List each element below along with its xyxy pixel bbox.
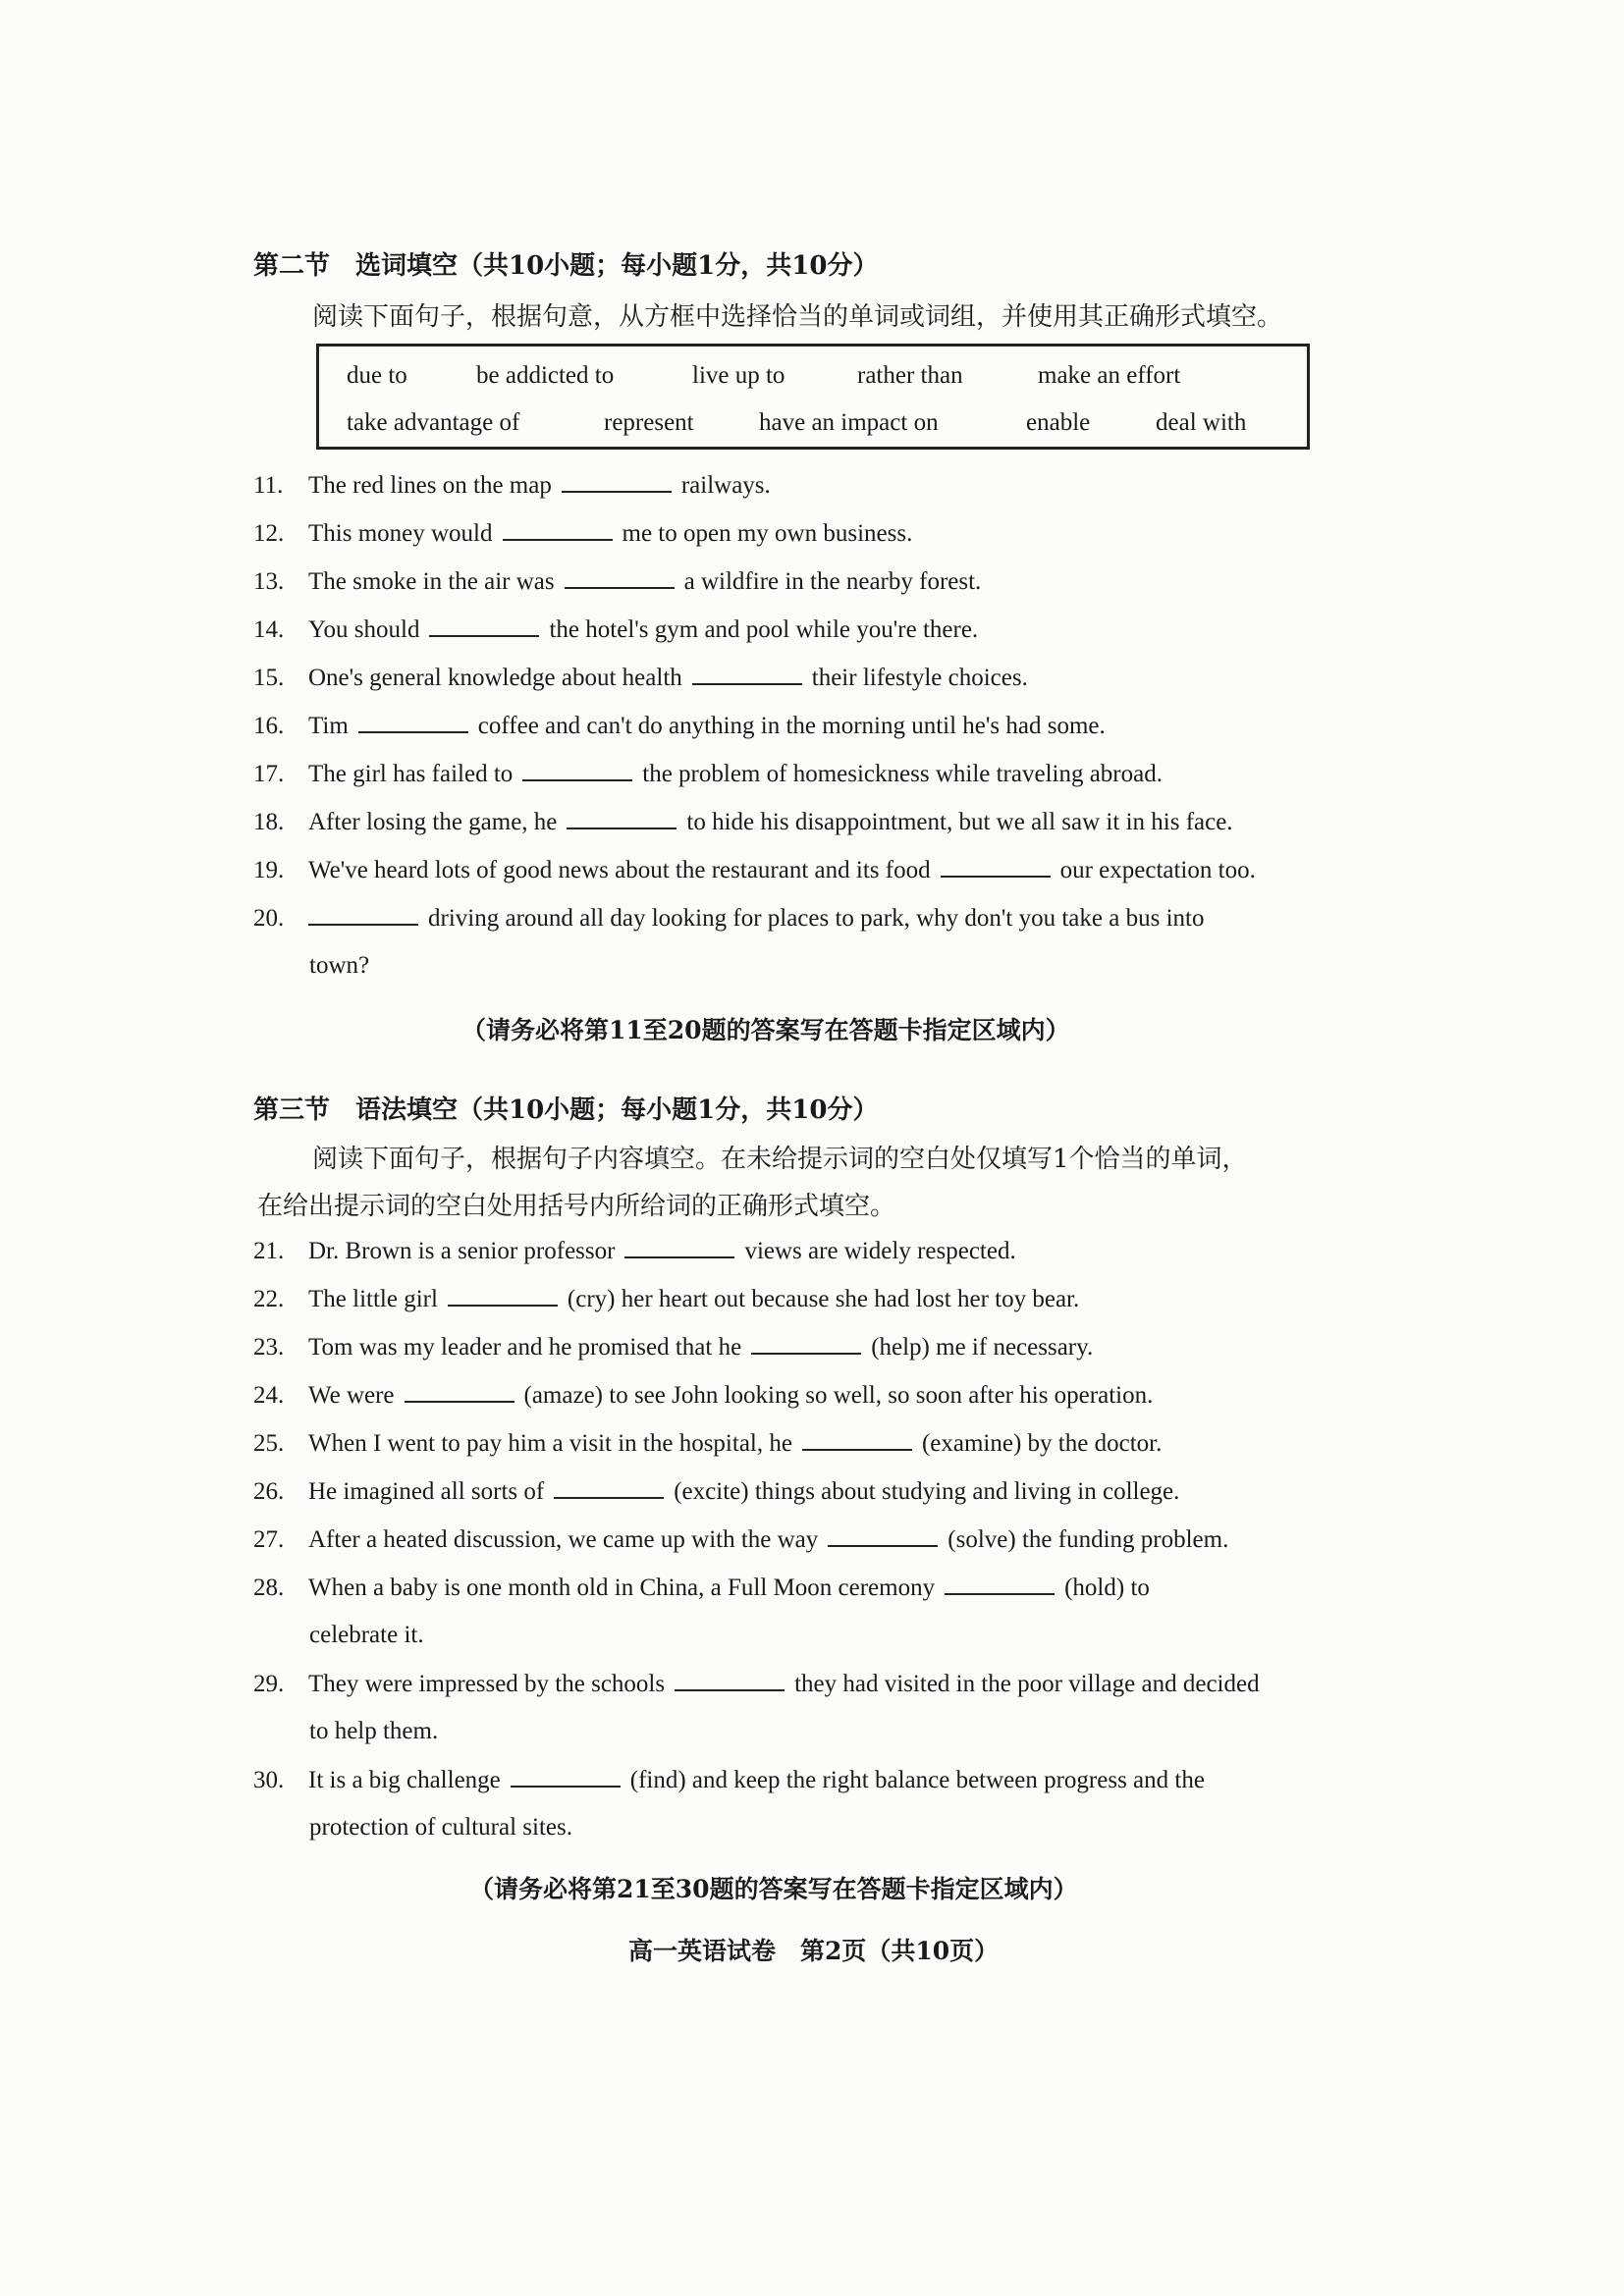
word-bank-item: rather than <box>857 362 963 389</box>
page-footer: 高一英语试卷 第2页（共10页） <box>628 1937 1000 1965</box>
answer-blank[interactable] <box>448 1285 558 1307</box>
section2-heading: 第二节 选词填空（共10小题；每小题1分，共10分） <box>253 251 879 281</box>
question-20: 20. driving around all day looking for places to park, why don't you take a bus into <box>253 905 1205 932</box>
section3-instruction-2: 在给出提示词的空白处用括号内所给词的正确形式填空。 <box>257 1192 896 1221</box>
answer-blank[interactable] <box>624 1237 734 1258</box>
answer-blank[interactable] <box>675 1670 785 1691</box>
question-30: 30. It is a big challenge (find) and keep the right balance between progress and the <box>253 1767 1205 1793</box>
section3-heading: 第三节 语法填空（共10小题；每小题1分，共10分） <box>253 1095 879 1125</box>
section2-instruction: 阅读下面句子，根据句意，从方框中选择恰当的单词或词组，并使用其正确形式填空。 <box>312 302 1283 332</box>
question-17: 17. The girl has failed to the problem of homesickness while traveling abroad. <box>253 761 1163 787</box>
question-14: 14. You should the hotel's gym and pool while you're there. <box>253 616 979 643</box>
answer-blank[interactable] <box>554 1477 664 1499</box>
answer-blank[interactable] <box>503 519 613 541</box>
answer-blank[interactable] <box>429 615 539 637</box>
answer-blank[interactable] <box>802 1429 912 1451</box>
word-bank-item: due to <box>347 362 407 389</box>
question-29: 29. They were impressed by the schools they had visited in the poor village and decided <box>253 1671 1260 1697</box>
answer-blank[interactable] <box>511 1766 621 1788</box>
section2-note: （请务必将第11至20题的答案写在答题卡指定区域内） <box>461 1016 1070 1044</box>
question-23: 23. Tom was my leader and he promised that he (help) me if necessary. <box>253 1334 1094 1361</box>
answer-blank[interactable] <box>941 856 1051 878</box>
section3-instruction-1: 阅读下面句子，根据句子内容填空。在未给提示词的空白处仅填写1个恰当的单词， <box>312 1145 1248 1174</box>
word-bank-item: live up to <box>692 362 785 389</box>
question-20-continuation: town? <box>309 952 370 979</box>
answer-blank[interactable] <box>308 904 418 926</box>
question-11: 11. The red lines on the map railways. <box>253 472 771 499</box>
answer-blank[interactable] <box>565 567 675 589</box>
question-19: 19. We've heard lots of good news about the restaurant and its food our expectation too. <box>253 857 1256 883</box>
question-29-continuation: to help them. <box>309 1718 439 1744</box>
answer-blank[interactable] <box>522 760 632 781</box>
answer-blank[interactable] <box>751 1333 861 1355</box>
word-bank-item: enable <box>1026 409 1091 436</box>
word-bank-item: have an impact on <box>759 409 939 436</box>
question-21: 21. Dr. Brown is a senior professor views are widely respected. <box>253 1238 1016 1264</box>
question-26: 26. He imagined all sorts of (excite) things about studying and living in college. <box>253 1478 1180 1505</box>
word-bank-item: be addicted to <box>476 362 615 389</box>
question-13: 13. The smoke in the air was a wildfire in the nearby forest. <box>253 568 982 595</box>
question-16: 16. Tim coffee and can't do anything in the morning until he's had some. <box>253 713 1106 739</box>
question-28: 28. When a baby is one month old in China, a Full Moon ceremony (hold) to <box>253 1575 1150 1601</box>
question-25: 25. When I went to pay him a visit in the hospital, he (examine) by the doctor. <box>253 1430 1163 1457</box>
word-bank-item: represent <box>604 409 694 436</box>
question-15: 15. One's general knowledge about health their lifestyle choices. <box>253 665 1028 691</box>
answer-blank[interactable] <box>692 664 802 685</box>
question-30-continuation: protection of cultural sites. <box>309 1814 572 1841</box>
question-22: 22. The little girl (cry) her heart out because she had lost her toy bear. <box>253 1286 1080 1312</box>
question-28-continuation: celebrate it. <box>309 1622 424 1648</box>
word-bank-item: make an effort <box>1038 362 1181 389</box>
word-bank-item: deal with <box>1156 409 1247 436</box>
word-bank-item: take advantage of <box>347 409 520 436</box>
answer-blank[interactable] <box>828 1525 938 1547</box>
answer-blank[interactable] <box>405 1381 514 1403</box>
answer-blank[interactable] <box>945 1574 1055 1595</box>
answer-blank[interactable] <box>562 471 672 493</box>
word-bank-box <box>316 344 1310 450</box>
section3-note: （请务必将第21至30题的答案写在答题卡指定区域内） <box>469 1875 1078 1903</box>
question-27: 27. After a heated discussion, we came up with the way (solve) the funding problem. <box>253 1526 1229 1553</box>
question-18: 18. After losing the game, he to hide his disappointment, but we all saw it in his face. <box>253 809 1233 835</box>
question-24: 24. We were (amaze) to see John looking so well, so soon after his operation. <box>253 1382 1154 1409</box>
answer-blank[interactable] <box>567 808 677 829</box>
question-12: 12. This money would me to open my own business. <box>253 520 913 547</box>
answer-blank[interactable] <box>358 712 468 733</box>
